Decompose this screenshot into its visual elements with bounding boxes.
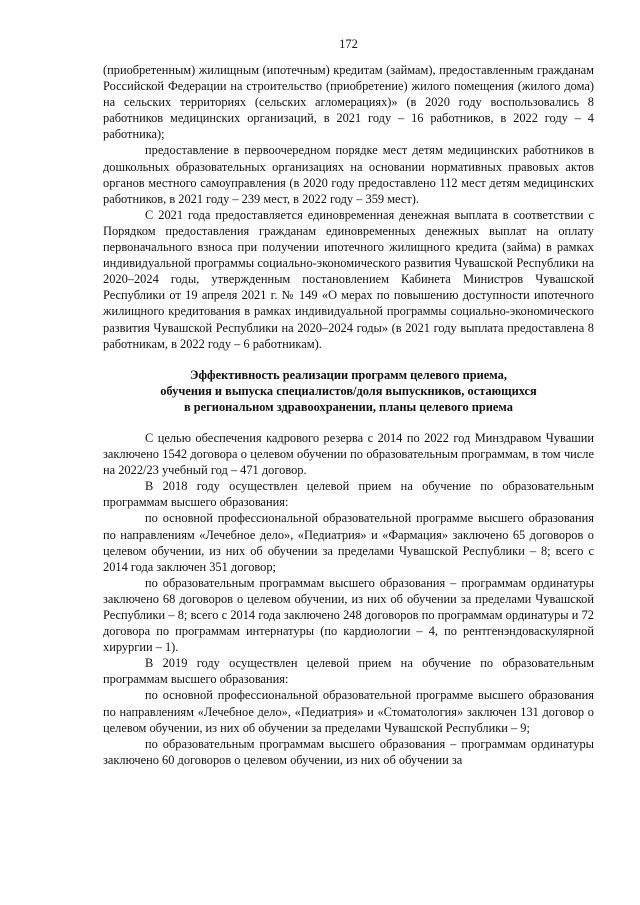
- section-heading-line: в региональном здравоохранении, планы целевого приема: [184, 399, 513, 414]
- paragraph-2018-residency: по образовательным программам высшего образования – программам ординатуры заключено 68 договоров о целевом обучении, из них об обучении за пределами Чувашской Республики – 8; всего с 2014 года заключено 248 договоров по программам ординатуры и 72 договора по программам интернатуры (по кардиологии – 4, по рентгенэндоваскулярной хирургии – 1).: [103, 575, 594, 655]
- paragraph-2019-specialty: по основной профессиональной образовательной программе высшего образования по направлениям «Лечебное дело», «Педиатрия» и «Стоматология» заключен 131 договор о целевом обучении, из них об обучении за пределами Чувашской Республики – 9;: [103, 688, 594, 735]
- paragraph-mortgage-payment: С 2021 года предоставляется единовременная денежная выплата в соответствии с Порядком предоставления гражданам единовременных денежных выплат на оплату первоначального взноса при получении ипотечного жилищного кредита (займа) в рамках индивидуальной программы социально-экономического развития Чувашской Республики на 2020–2024 годы, утвержденным постановлением Кабинета Министров Чувашской Республики от 19 апреля 2021 г. № 149 «О мерах по повышению доступности ипотечного жилищного кредитования в рамках индивидуальной программы социально-экономического развития Чувашской Республики на 2020–2024 годы» (в 2021 году выплата предоставлена 8 работникам, в 2022 году – 6 работникам).: [103, 207, 594, 351]
- document-page: [103, 36, 594, 768]
- paragraph-2018-specialty: по основной профессиональной образовательной программе высшего образования по направлениям «Лечебное дело», «Педиатрия» и «Фармация» заключено 65 договоров о целевом обучении, из них об обучении за пределами Чувашской Республики – 8; всего с 2014 года заключен 351 договор;: [103, 511, 594, 574]
- paragraph-2019-admission: В 2019 году осуществлен целевой прием на обучение по образовательным программам высшего образования:: [103, 656, 594, 687]
- paragraph-personnel-reserve: С целью обеспечения кадрового резерва с 2014 по 2022 год Минздравом Чувашии заключено 1542 договора о целевом обучении по образовательным программам, в том числе на 2022/23 учебный год – 471 договор.: [103, 430, 594, 478]
- paragraph-2019-residency: по образовательным программам высшего образования – программам ординатуры заключено 60 договоров о целевом обучении, из них об обучении за: [103, 736, 594, 767]
- paragraph-kindergarten-places: предоставление в первоочередном порядке мест детям медицинских работников в дошкольных образовательных организациях на основании нормативных правовых актов органов местного самоуправления (в 2020 году предоставлено 112 мест детям медицинских работников, в 2021 году – 239 мест, в 2022 году – 359 мест).: [103, 143, 594, 206]
- paragraph-housing-loans-continued: (приобретенным) жилищным (ипотечным) кредитам (займам), предоставленным гражданам Российской Федерации на строительство (приобретение) жилого помещения (жилого дома) на сельских территориях (сельских агломерациях)» (в 2020 году воспользовались 8 работников медицинских организаций, в 2021 году – 16 работников, в 2022 году – 4 работника);: [103, 63, 594, 142]
- section-heading-line: обучения и выпуска специалистов/доля выпускников, остающихся: [160, 383, 537, 398]
- section-heading: [103, 367, 594, 415]
- section-heading-line: Эффективность реализации программ целевого приема,: [190, 367, 507, 382]
- paragraph-2018-admission: В 2018 году осуществлен целевой прием на обучение по образовательным программам высшего образования:: [103, 479, 594, 510]
- page-number: 172: [339, 37, 358, 51]
